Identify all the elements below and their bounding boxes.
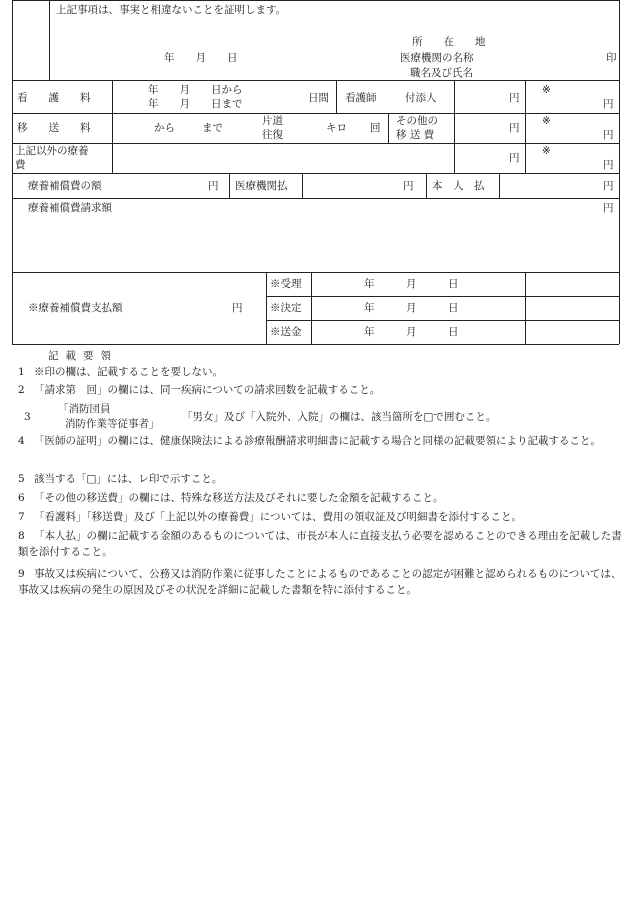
- compensation-amount-label: 療養補償費の額: [28, 180, 102, 192]
- note-item: [18, 528, 622, 560]
- request-amount-yen: 円: [603, 202, 614, 214]
- note-text: 「その他の移送費」の欄には、特殊な移送方法及びそれに要した金額を記載すること。: [34, 492, 444, 504]
- transport-one-way: 片道: [262, 115, 283, 127]
- border-bottom: [12, 344, 619, 345]
- note-item: [18, 382, 622, 398]
- row-divider: [266, 320, 619, 321]
- col-divider: [311, 272, 312, 344]
- self-pay-yen: 円: [603, 180, 614, 192]
- note-item: [18, 364, 622, 380]
- note-item: [18, 566, 622, 598]
- border-right: [619, 0, 620, 344]
- transport-from: から: [154, 122, 175, 134]
- note-text: ※印の欄は、記載することを要しない。: [34, 366, 223, 378]
- other-expenses-yen: 円: [509, 152, 520, 164]
- row-divider: [12, 173, 619, 174]
- note-number: 5: [18, 473, 25, 485]
- note-text: 該当する「□」には、レ印で示すこと。: [34, 473, 223, 485]
- received-date: 年 月 日: [364, 278, 459, 290]
- nursing-days: 日間: [308, 92, 329, 104]
- institution-name-label: 医療機関の名称: [400, 52, 474, 64]
- notes-title: 記載要領: [48, 350, 118, 362]
- compensation-form-table: [12, 0, 619, 344]
- col-divider: [112, 80, 113, 173]
- institution-pay-yen: 円: [403, 180, 414, 192]
- nursing-mark: ※: [542, 84, 551, 96]
- note-number: 3: [24, 411, 31, 423]
- note-number: 2: [18, 384, 25, 396]
- transport-round-trip: 往復: [262, 129, 283, 141]
- address-label: 所 在 地: [412, 36, 486, 48]
- received-label: ※受理: [270, 278, 302, 290]
- transport-km: キロ: [326, 122, 347, 134]
- note-number: 6: [18, 492, 25, 504]
- self-pay-label: 本 人 払: [432, 180, 485, 192]
- nursing-nurse: 看護師: [345, 92, 377, 104]
- other-expenses-mark: ※: [542, 145, 551, 157]
- note-text: 事故又は疾病について、公務又は消防作業に従事したことによるものであることの認定が困難と認められるものについては、事故又は疾病の発生の原因及びその状況を詳細に記載した書類を特に添付すること。: [18, 568, 622, 596]
- transport-times: 回: [370, 122, 381, 134]
- row-divider: [12, 113, 619, 114]
- note-text: 「本人払」の欄に記載する金額のあるものについては、市長が本人に直接支払う必要を認めることのできる理由を記載した書類を添付すること。: [18, 530, 622, 558]
- row-divider: [12, 198, 619, 199]
- decided-label: ※決定: [270, 302, 302, 314]
- certification-statement: 上記事項は、事実と相違ないことを証明します。: [56, 4, 287, 16]
- note-item: [18, 490, 622, 506]
- sent-label: ※送金: [270, 326, 302, 338]
- note-item: [18, 509, 622, 525]
- nursing-mark-yen: 円: [603, 98, 614, 110]
- note-item: [18, 401, 622, 435]
- note-text: 「男女」及び「入院外、入院」の欄は、該当箇所を□で囲むこと。: [182, 411, 497, 423]
- note-number: 7: [18, 511, 25, 523]
- nursing-to-date: 年 月 日まで: [148, 98, 243, 110]
- decided-date: 年 月 日: [364, 302, 459, 314]
- sent-date: 年 月 日: [364, 326, 459, 338]
- note-text: 「看護料」「移送費」及び「上記以外の療養費」については、費用の領収証及び明細書を添付すること。: [34, 511, 523, 523]
- transport-yen: 円: [509, 122, 520, 134]
- col-divider: [454, 80, 455, 173]
- transport-to: まで: [202, 122, 223, 134]
- col-divider: [388, 113, 389, 143]
- col-divider: [525, 272, 526, 344]
- col-divider: [302, 173, 303, 198]
- nursing-from-date: 年 月 日から: [148, 84, 243, 96]
- row-divider: [12, 80, 619, 81]
- seal-mark: 印: [606, 52, 617, 64]
- note-item: [18, 471, 622, 487]
- institution-pay-label: 医療機関払: [235, 180, 288, 192]
- note-bracket-line-2: 消防作業等従事者」: [65, 418, 160, 430]
- note-number: 8: [18, 530, 25, 542]
- request-amount-label: 療養補償費請求額: [28, 202, 112, 214]
- col-divider: [499, 173, 500, 198]
- other-expenses-label-1: 上記以外の療養: [15, 145, 89, 157]
- note-number: 1: [18, 366, 25, 378]
- other-expenses-label-2: 費: [15, 159, 26, 171]
- col-divider: [525, 80, 526, 173]
- transport-mark-yen: 円: [603, 129, 614, 141]
- other-transport-label-1: その他の: [396, 115, 438, 127]
- nursing-yen: 円: [509, 92, 520, 104]
- transport-label: 移 送 料: [17, 122, 91, 134]
- note-number: 4: [18, 435, 25, 447]
- nursing-label: 看 護 料: [17, 92, 91, 104]
- cert-left-divider: [49, 0, 50, 80]
- row-divider: [266, 296, 619, 297]
- col-divider: [336, 80, 337, 113]
- row-divider: [12, 143, 619, 144]
- note-item: [18, 433, 622, 449]
- note-text: 「医師の証明」の欄には、健康保険法による診療報酬請求明細書に記載する場合と同様の記載要領により記載すること。: [34, 435, 601, 447]
- payment-amount-label: ※療養補償費支払額: [28, 302, 123, 314]
- border-top: [12, 0, 619, 1]
- col-divider: [266, 272, 267, 344]
- transport-mark: ※: [542, 115, 551, 127]
- note-bracket-line-1: 「消防団員: [58, 403, 111, 415]
- compensation-amount-yen: 円: [208, 180, 219, 192]
- nursing-attendant: 付添人: [405, 92, 437, 104]
- row-divider: [12, 272, 619, 273]
- other-transport-label-2: 移 送 費: [396, 129, 435, 141]
- col-divider: [229, 173, 230, 198]
- col-divider: [426, 173, 427, 198]
- certification-date: 年 月 日: [164, 52, 238, 64]
- other-expenses-mark-yen: 円: [603, 159, 614, 171]
- title-name-label: 職名及び氏名: [410, 67, 473, 79]
- border-left: [12, 0, 13, 344]
- payment-amount-yen: 円: [232, 302, 243, 314]
- note-text: 「請求第 回」の欄には、同一疾病についての請求回数を記載すること。: [34, 384, 381, 396]
- note-number: 9: [18, 568, 25, 580]
